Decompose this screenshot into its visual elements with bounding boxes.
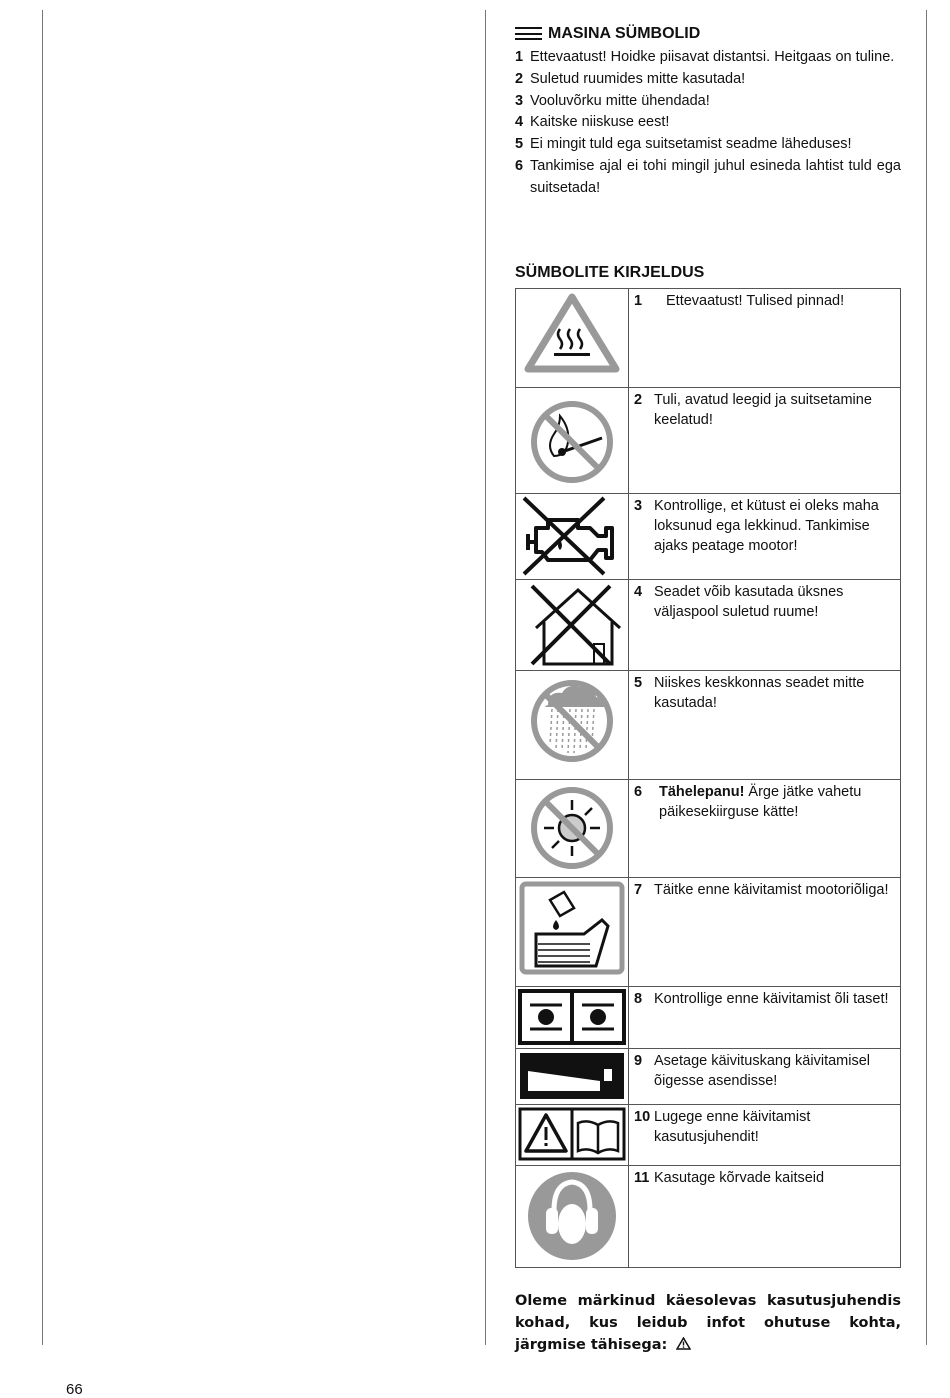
description-cell: [629, 987, 901, 1049]
table-row: [516, 1105, 901, 1166]
safety-note: [515, 1290, 901, 1356]
list-item-text: Suletud ruumides mitte kasutada!: [530, 70, 746, 87]
list-item-text: Ei mingit tuld ega suitsetamist seadme läheduses!: [530, 136, 852, 153]
description-cell: [629, 388, 901, 494]
icon-cell: [516, 987, 629, 1049]
hot-surface-warning-icon: [516, 289, 628, 385]
row-text: Niiskes keskkonnas seadet mitte kasutada!: [654, 675, 865, 711]
description-cell: [629, 1166, 901, 1268]
list-item-number: 1: [515, 49, 524, 65]
row-number: 4: [634, 584, 643, 600]
table-row: [516, 1049, 901, 1105]
icon-cell: [516, 289, 629, 388]
row-text: Täitke enne käivitamist mootoriõliga!: [654, 882, 889, 898]
icon-cell: [516, 878, 629, 987]
list-item: [515, 112, 901, 134]
list-item-text: Tankimise ajal ei tohi mingil juhul esineda lahtist tuld ega suitsetada!: [530, 157, 901, 196]
description-cell: [629, 878, 901, 987]
list-item-text: Kaitske niiskuse eest!: [530, 114, 670, 131]
row-text: Lugege enne käivitamist kasutusjuhendit!: [654, 1109, 811, 1145]
machine-symbols-heading: [515, 25, 700, 43]
choke-lever-icon: [516, 1049, 628, 1103]
oil-level-icon: [516, 987, 628, 1047]
table-row: [516, 878, 901, 987]
no-rain-icon: [516, 671, 628, 777]
table-row: [516, 1166, 901, 1268]
no-open-flame-icon: [516, 388, 628, 492]
safety-note-text: Oleme märkinud käesolevas kasutusjuhendis kohad, kus leidub infot ohutuse kohta, järgmise tähisega:: [515, 1293, 901, 1353]
row-number: 5: [634, 675, 643, 691]
list-item: [515, 69, 901, 91]
machine-symbols-title: MASINA SÜMBOLID: [548, 25, 701, 42]
list-item: [515, 156, 901, 200]
row-text: Ettevaatust! Tulised pinnad!: [666, 293, 845, 309]
table-row: [516, 671, 901, 780]
icon-cell: [516, 388, 629, 494]
table-row: [516, 494, 901, 580]
section-marker-icon: [515, 27, 542, 41]
icon-cell: [516, 1105, 629, 1166]
page-number: 66: [66, 1381, 83, 1398]
symbol-descriptions-title: SÜMBOLITE KIRJELDUS: [515, 264, 705, 281]
icon-cell: [516, 780, 629, 878]
symbol-descriptions-table: [515, 288, 901, 1268]
table-row: [516, 580, 901, 671]
fill-oil-icon: [516, 878, 628, 984]
row-number: 3: [634, 498, 643, 514]
row-number: 2: [634, 392, 643, 408]
row-number: 9: [634, 1053, 643, 1069]
description-cell: [629, 1105, 901, 1166]
ear-protection-icon: [516, 1166, 628, 1266]
row-text: Kontrollige enne käivitamist õli taset!: [654, 991, 889, 1007]
list-item-text: Vooluvõrku mitte ühendada!: [530, 92, 710, 109]
icon-cell: [516, 1166, 629, 1268]
center-divider-line: [485, 10, 486, 1345]
list-item: [515, 47, 901, 69]
description-cell: [629, 580, 901, 671]
description-cell: [629, 1049, 901, 1105]
description-cell: [629, 494, 901, 580]
read-manual-icon: [516, 1105, 628, 1163]
left-margin-line: [42, 10, 43, 1345]
description-cell: [629, 780, 901, 878]
list-item-number: 6: [515, 157, 524, 174]
house-crossed-icon: [516, 580, 628, 668]
row-number: 7: [634, 882, 643, 898]
list-item: [515, 134, 901, 156]
list-item-number: 3: [515, 92, 524, 109]
list-item-number: 2: [515, 70, 524, 87]
right-margin-line: [926, 10, 927, 1345]
row-text: Asetage käivituskang käivitamisel õigesse asendisse!: [654, 1053, 870, 1089]
description-cell: [629, 289, 901, 388]
row-text: [659, 782, 894, 822]
row-number: 6: [634, 784, 643, 800]
table-row: [516, 987, 901, 1049]
attention-text: Ärge jätke vahetu päikesekiirguse kätte!: [659, 784, 862, 820]
list-item-text: Ettevaatust! Hoidke piisavat distantsi. Heitgaas on tuline.: [530, 49, 895, 65]
table-row: [516, 388, 901, 494]
attention-label: Tähelepanu!: [659, 784, 745, 800]
row-number: 10: [634, 1109, 651, 1125]
icon-cell: [516, 671, 629, 780]
list-item-number: 5: [515, 136, 524, 153]
icon-cell: [516, 580, 629, 671]
row-number: 1: [634, 293, 643, 309]
row-text: Kasutage kõrvade kaitseid: [654, 1170, 825, 1186]
description-cell: [629, 671, 901, 780]
row-number: 8: [634, 991, 643, 1007]
row-text: Kontrollige, et kütust ei oleks maha loksunud ega lekkinud. Tankimise ajaks peatage mootor!: [654, 498, 879, 554]
list-item: [515, 91, 901, 113]
table-row: [516, 780, 901, 878]
row-number: 11: [634, 1170, 650, 1186]
row-text: Tuli, avatud leegid ja suitsetamine keelatud!: [654, 392, 872, 428]
table-row: [516, 289, 901, 388]
machine-symbols-list: [515, 47, 901, 200]
row-text: Seadet võib kasutada üksnes väljaspool suletud ruume!: [654, 584, 844, 620]
warning-triangle-icon: [676, 1337, 691, 1350]
list-item-number: 4: [515, 114, 524, 131]
icon-cell: [516, 494, 629, 580]
icon-cell: [516, 1049, 629, 1105]
engine-crossed-icon: [516, 494, 628, 578]
no-sun-icon: [516, 780, 628, 876]
